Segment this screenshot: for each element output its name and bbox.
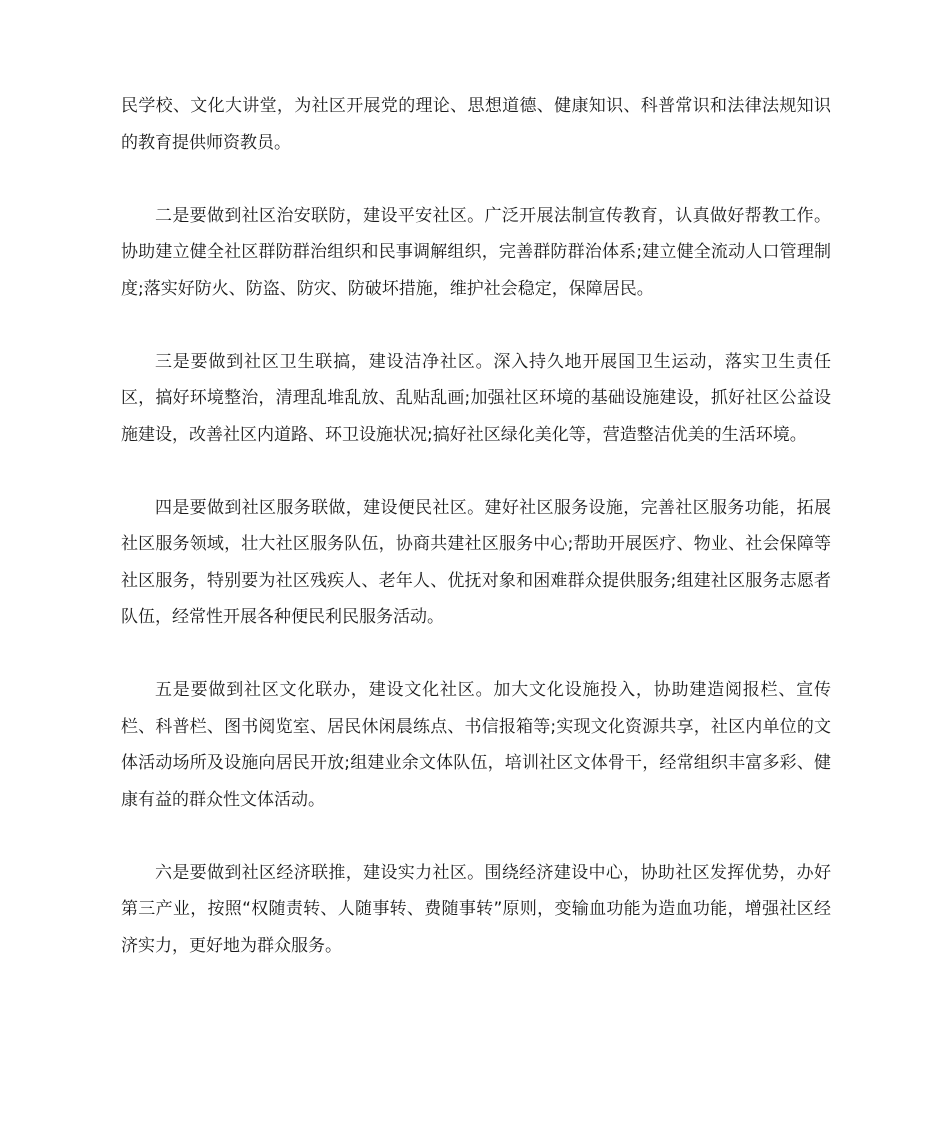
document-body [121,88,831,1001]
paragraph-economy: 六是要做到社区经济联推，建设实力社区。围绕经济建设中心，协助社区发挥优势，办好第三产业，按照“权随责转、人随事转、费随事转”原则，变输血功能为造血功能，增强社区经济实力，更好地为群众服务。 [121,862,831,956]
paragraph-public-security: 二是要做到社区治安联防，建设平安社区。广泛开展法制宣传教育，认真做好帮教工作。协助建立健全社区群防群治组织和民事调解组织，完善群防群治体系;建立健全流动人口管理制度;落实好防火、防盗、防灾、防破坏措施，维护社会稳定，保障居民。 [121,205,831,299]
paragraph-community-service: 四是要做到社区服务联做，建设便民社区。建好社区服务设施，完善社区服务功能，拓展社区服务领域，壮大社区服务队伍，协商共建社区服务中心;帮助开展医疗、物业、社会保障等社区服务，特别要为社区残疾人、老年人、优抚对象和困难群众提供服务;组建社区服务志愿者队伍，经常性开展各种便民利民服务活动。 [121,497,831,627]
paragraph-continuation: 民学校、文化大讲堂，为社区开展党的理论、思想道德、健康知识、科普常识和法律法规知识的教育提供师资教员。 [121,96,831,153]
paragraph-sanitation: 三是要做到社区卫生联搞，建设洁净社区。深入持久地开展国卫生运动，落实卫生责任区，搞好环境整治，清理乱堆乱放、乱贴乱画;加强社区环境的基础设施建设，抓好社区公益设施建设，改善社区内道路、环卫设施状况;搞好社区绿化美化等，营造整洁优美的生活环境。 [121,351,831,445]
paragraph-culture: 五是要做到社区文化联办，建设文化社区。加大文化设施投入，协助建造阅报栏、宣传栏、科普栏、图书阅览室、居民休闲晨练点、书信报箱等;实现文化资源共享，社区内单位的文体活动场所及设施向居民开放;组建业余文体队伍，培训社区文体骨干，经常组织丰富多彩、健康有益的群众性文体活动。 [121,680,831,810]
